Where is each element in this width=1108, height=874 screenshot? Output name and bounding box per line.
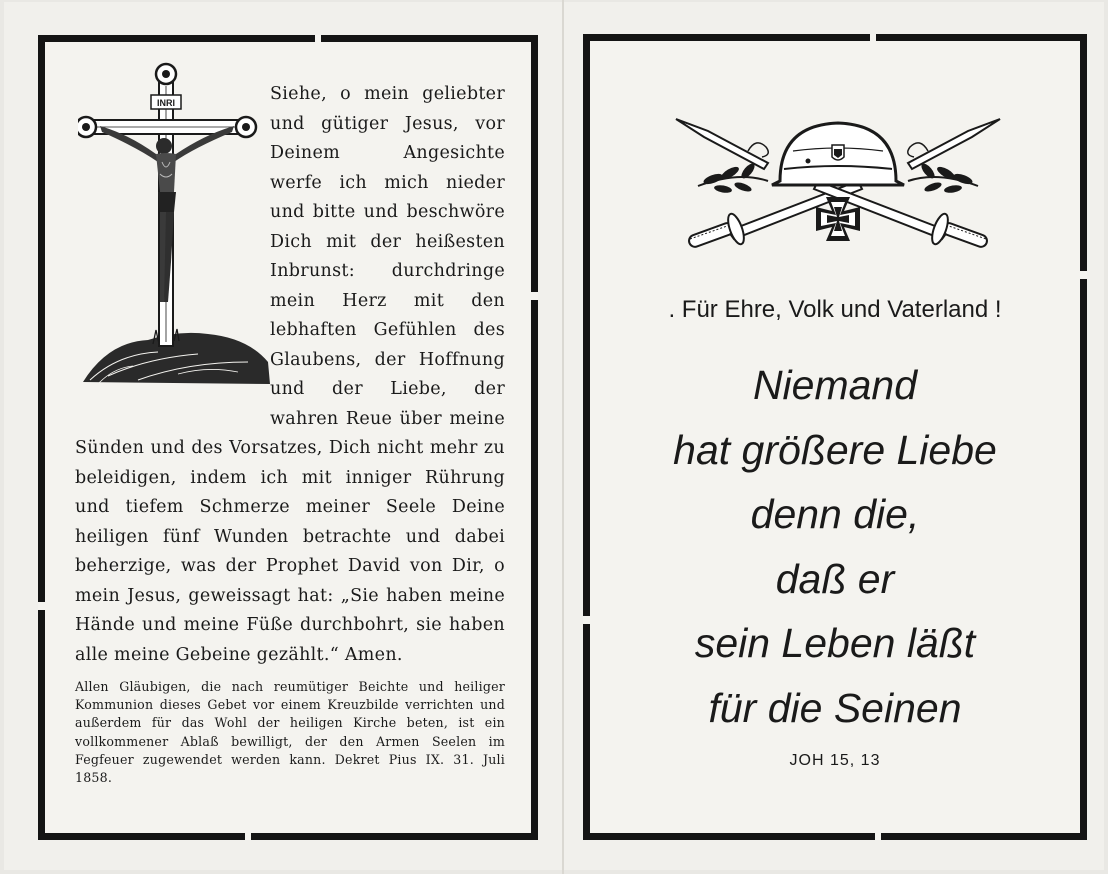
prayer-text bbox=[75, 80, 505, 670]
center-fold bbox=[562, 0, 564, 874]
quote-line: Niemand bbox=[752, 362, 918, 408]
border-gap bbox=[870, 34, 876, 41]
prayer-body: Siehe, o mein geliebter und gütiger Jesus, vor Deinem Angesichte werfe ich mich nieder und bitte und beschwöre Dich mit der heißesten Inbrunst: durchdringe mein Herz mit den lebhaften Gefühlen des Glaubens, der Hoffnung und der Liebe, der wahren Reue über meine Sünden und des Vorsatzes, Dich nicht mehr zu beleidigen, indem ich mit inniger Rührung und tiefem Schmerze meiner Seele Deine heiligen fünf Wunden betrachte und dabei beherzige, was der Prophet David von Dir, o mein Jesus, geweissagt hat: „Sie haben meine Hände und meine Füße durchbohrt, sie haben alle meine Gebeine gezählt.“ Amen. bbox=[75, 84, 505, 665]
scripture-quote bbox=[590, 353, 1080, 740]
border-gap bbox=[315, 35, 321, 42]
border-gap bbox=[583, 616, 590, 624]
helmet-swords-iron-cross-icon bbox=[668, 111, 1008, 261]
crucifix-space bbox=[75, 80, 270, 410]
scripture-reference: JOH 15, 13 bbox=[789, 752, 881, 769]
quote-line: daß er bbox=[775, 555, 895, 602]
quote-line: sein Leben läßt bbox=[694, 620, 976, 666]
right-page bbox=[583, 34, 1087, 840]
quote-line: denn die, bbox=[750, 491, 920, 537]
border-gap bbox=[875, 833, 881, 840]
border-gap bbox=[531, 292, 538, 300]
inri-label: INRI bbox=[157, 98, 175, 108]
border-gap bbox=[38, 602, 45, 610]
indulgence-text: Allen Gläubigen, die nach reumütiger Beichte und heiliger Kommunion dieses Gebet vor einem Kreuzbilde verrichten und außerdem für das Wohl der heiligen Kirche beten, ist ein vollkommener Ablaß bewilligt, der den Armen Seelen im Fegfeuer zugewendet werden kann. Dekret Pius IX. 31. Juli 1858. bbox=[75, 679, 505, 786]
border-gap bbox=[1080, 271, 1087, 279]
quote-line: für die Seinen bbox=[708, 684, 962, 731]
motto: . Für Ehre, Volk und Vaterland ! bbox=[668, 296, 1002, 323]
quote-line: hat größere Liebe bbox=[673, 426, 997, 473]
border-gap bbox=[245, 833, 251, 840]
left-page bbox=[38, 35, 538, 840]
